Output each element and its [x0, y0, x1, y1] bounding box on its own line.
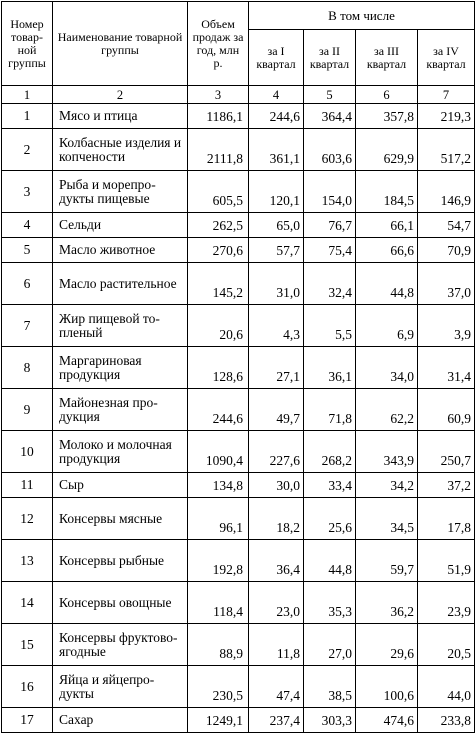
- sales-table: [1, 1, 475, 733]
- annual-volume-cell: 192,8: [188, 540, 249, 582]
- q1-cell: 23,0: [249, 582, 304, 624]
- q2-cell: 32,4: [304, 263, 356, 305]
- q4-cell: 51,9: [418, 540, 475, 582]
- q1-cell: 57,7: [249, 238, 304, 263]
- q1-cell: 31,0: [249, 263, 304, 305]
- table-row: [2, 473, 475, 498]
- group-name-cell: Майонезная продукция: [53, 389, 188, 431]
- q2-cell: 76,7: [304, 213, 356, 238]
- annual-volume-cell: 2111,8: [188, 129, 249, 171]
- q3-cell: 629,9: [356, 129, 418, 171]
- q4-cell: 70,9: [418, 238, 475, 263]
- table-row: [2, 708, 475, 733]
- annual-volume-cell: 88,9: [188, 624, 249, 666]
- table-row: [2, 582, 475, 624]
- group-number-cell: 8: [2, 347, 53, 389]
- q2-cell: 35,3: [304, 582, 356, 624]
- annual-volume-cell: 270,6: [188, 238, 249, 263]
- q1-cell: 18,2: [249, 498, 304, 540]
- annual-volume-cell: 145,2: [188, 263, 249, 305]
- q1-cell: 120,1: [249, 171, 304, 213]
- q4-cell: 23,9: [418, 582, 475, 624]
- q1-cell: 30,0: [249, 473, 304, 498]
- q3-cell: 34,2: [356, 473, 418, 498]
- table-row: [2, 389, 475, 431]
- header-q1: за I квартал: [249, 30, 304, 86]
- header-group-name: Наименование товарной группы: [53, 2, 188, 86]
- q3-cell: 66,6: [356, 238, 418, 263]
- column-number-cell: 7: [418, 86, 475, 104]
- q4-cell: 233,8: [418, 708, 475, 733]
- header-q2: за II квартал: [304, 30, 356, 86]
- table-row: [2, 624, 475, 666]
- group-number-cell: 3: [2, 171, 53, 213]
- table-body: [2, 104, 475, 733]
- table-row: [2, 347, 475, 389]
- group-number-cell: 2: [2, 129, 53, 171]
- group-name-cell: Мясо и птица: [53, 104, 188, 129]
- table-row: [2, 540, 475, 582]
- group-name-cell: Яйца и яйцепродукты: [53, 666, 188, 708]
- column-number-cell: 2: [53, 86, 188, 104]
- q3-cell: 66,1: [356, 213, 418, 238]
- q1-cell: 27,1: [249, 347, 304, 389]
- table-row: [2, 666, 475, 708]
- q4-cell: 37,0: [418, 263, 475, 305]
- column-number-cell: 5: [304, 86, 356, 104]
- q4-cell: 219,3: [418, 104, 475, 129]
- annual-volume-cell: 605,5: [188, 171, 249, 213]
- q1-cell: 36,4: [249, 540, 304, 582]
- q2-cell: 303,3: [304, 708, 356, 733]
- group-name-cell: Консервы фруктово-ягодные: [53, 624, 188, 666]
- q4-cell: 44,0: [418, 666, 475, 708]
- annual-volume-cell: 96,1: [188, 498, 249, 540]
- group-name-cell: Маргариновая продукция: [53, 347, 188, 389]
- column-numbers-row: [2, 86, 475, 104]
- group-name-cell: Масло растительное: [53, 263, 188, 305]
- column-number-cell: 6: [356, 86, 418, 104]
- q4-cell: 17,8: [418, 498, 475, 540]
- q2-cell: 25,6: [304, 498, 356, 540]
- q1-cell: 65,0: [249, 213, 304, 238]
- q1-cell: 361,1: [249, 129, 304, 171]
- q4-cell: 31,4: [418, 347, 475, 389]
- table-row: [2, 305, 475, 347]
- q2-cell: 33,4: [304, 473, 356, 498]
- header-including: В том числе: [249, 2, 475, 30]
- q3-cell: 100,6: [356, 666, 418, 708]
- group-number-cell: 14: [2, 582, 53, 624]
- q1-cell: 244,6: [249, 104, 304, 129]
- q2-cell: 154,0: [304, 171, 356, 213]
- annual-volume-cell: 1249,1: [188, 708, 249, 733]
- group-name-cell: Консервы рыбные: [53, 540, 188, 582]
- column-number-cell: 3: [188, 86, 249, 104]
- group-number-cell: 9: [2, 389, 53, 431]
- group-number-cell: 1: [2, 104, 53, 129]
- q1-cell: 237,4: [249, 708, 304, 733]
- table-row: [2, 129, 475, 171]
- table-row: [2, 498, 475, 540]
- group-number-cell: 10: [2, 431, 53, 473]
- q4-cell: 54,7: [418, 213, 475, 238]
- annual-volume-cell: 20,6: [188, 305, 249, 347]
- q4-cell: 60,9: [418, 389, 475, 431]
- header-group-number: Номер товарной группы: [2, 2, 53, 86]
- q4-cell: 146,9: [418, 171, 475, 213]
- group-name-cell: Консервы мясные: [53, 498, 188, 540]
- q2-cell: 27,0: [304, 624, 356, 666]
- annual-volume-cell: 1090,4: [188, 431, 249, 473]
- q3-cell: 474,6: [356, 708, 418, 733]
- q2-cell: 364,4: [304, 104, 356, 129]
- group-name-cell: Сельди: [53, 213, 188, 238]
- table-row: [2, 238, 475, 263]
- q4-cell: 37,2: [418, 473, 475, 498]
- group-number-cell: 6: [2, 263, 53, 305]
- table-row: [2, 263, 475, 305]
- q3-cell: 357,8: [356, 104, 418, 129]
- table-row: [2, 213, 475, 238]
- group-number-cell: 4: [2, 213, 53, 238]
- q1-cell: 49,7: [249, 389, 304, 431]
- group-number-cell: 11: [2, 473, 53, 498]
- q3-cell: 184,5: [356, 171, 418, 213]
- group-name-cell: Жир пищевой топленый: [53, 305, 188, 347]
- q4-cell: 250,7: [418, 431, 475, 473]
- group-name-cell: Молоко и молочная продукция: [53, 431, 188, 473]
- q3-cell: 34,5: [356, 498, 418, 540]
- group-number-cell: 16: [2, 666, 53, 708]
- header-q3: за III квартал: [356, 30, 418, 86]
- column-number-cell: 4: [249, 86, 304, 104]
- q2-cell: 5,5: [304, 305, 356, 347]
- group-number-cell: 12: [2, 498, 53, 540]
- q3-cell: 62,2: [356, 389, 418, 431]
- annual-volume-cell: 118,4: [188, 582, 249, 624]
- q3-cell: 29,6: [356, 624, 418, 666]
- table-row: [2, 104, 475, 129]
- q2-cell: 603,6: [304, 129, 356, 171]
- annual-volume-cell: 1186,1: [188, 104, 249, 129]
- q2-cell: 75,4: [304, 238, 356, 263]
- group-name-cell: Консервы овощные: [53, 582, 188, 624]
- group-number-cell: 5: [2, 238, 53, 263]
- q1-cell: 47,4: [249, 666, 304, 708]
- column-number-cell: 1: [2, 86, 53, 104]
- q3-cell: 343,9: [356, 431, 418, 473]
- table-row: [2, 431, 475, 473]
- annual-volume-cell: 128,6: [188, 347, 249, 389]
- header-annual-volume: Объем продаж за год, млн р.: [188, 2, 249, 86]
- q3-cell: 36,2: [356, 582, 418, 624]
- q1-cell: 227,6: [249, 431, 304, 473]
- q4-cell: 3,9: [418, 305, 475, 347]
- annual-volume-cell: 230,5: [188, 666, 249, 708]
- group-name-cell: Рыба и морепродукты пищевые: [53, 171, 188, 213]
- q4-cell: 20,5: [418, 624, 475, 666]
- q3-cell: 34,0: [356, 347, 418, 389]
- table-row: [2, 171, 475, 213]
- q3-cell: 44,8: [356, 263, 418, 305]
- q3-cell: 6,9: [356, 305, 418, 347]
- q3-cell: 59,7: [356, 540, 418, 582]
- q2-cell: 268,2: [304, 431, 356, 473]
- q1-cell: 4,3: [249, 305, 304, 347]
- q1-cell: 11,8: [249, 624, 304, 666]
- annual-volume-cell: 134,8: [188, 473, 249, 498]
- group-name-cell: Сыр: [53, 473, 188, 498]
- group-name-cell: Колбасные изделия и копчености: [53, 129, 188, 171]
- group-number-cell: 13: [2, 540, 53, 582]
- annual-volume-cell: 244,6: [188, 389, 249, 431]
- q2-cell: 36,1: [304, 347, 356, 389]
- q2-cell: 44,8: [304, 540, 356, 582]
- group-number-cell: 7: [2, 305, 53, 347]
- group-name-cell: Сахар: [53, 708, 188, 733]
- q2-cell: 71,8: [304, 389, 356, 431]
- group-number-cell: 15: [2, 624, 53, 666]
- header-q4: за IV квартал: [418, 30, 475, 86]
- annual-volume-cell: 262,5: [188, 213, 249, 238]
- q4-cell: 517,2: [418, 129, 475, 171]
- group-name-cell: Масло животное: [53, 238, 188, 263]
- group-number-cell: 17: [2, 708, 53, 733]
- q2-cell: 38,5: [304, 666, 356, 708]
